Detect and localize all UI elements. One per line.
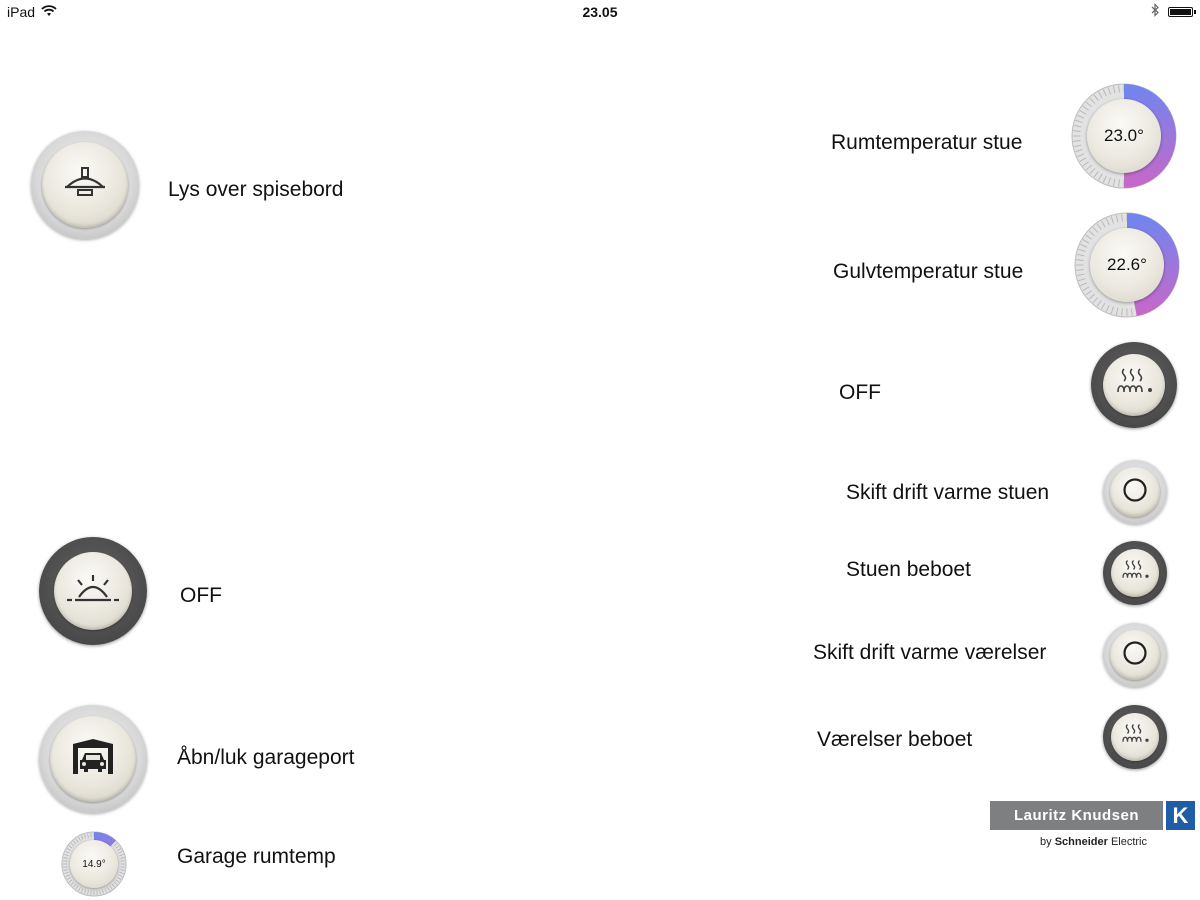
floor-temp-living-value: 22.6° [1090,228,1164,302]
garage-door-label: Åbn/luk garageport [177,746,355,769]
logo-byline-brand: Schneider [1054,836,1108,848]
battery-icon [1168,7,1193,17]
logo-mark: K [1166,801,1195,830]
switch-heating-rooms-face [1110,630,1160,680]
status-bar [0,0,1200,24]
brand-logo [990,801,1195,848]
switch-heating-rooms-label: Skift drift varme værelser [813,641,1047,664]
living-occupied-button[interactable] [1103,541,1167,605]
status-right [1151,3,1193,20]
living-occupied-label: Stuen beboet [846,558,971,581]
outdoor-light-button[interactable] [39,537,147,645]
switch-heating-living-label: Skift drift varme stuen [846,481,1050,504]
garage-temp-label: Garage rumtemp [177,845,336,868]
ring-icon [1122,640,1148,671]
switch-heating-rooms-button[interactable] [1103,623,1167,687]
bluetooth-icon [1151,3,1160,20]
floor-heating-icon [1120,558,1150,589]
logo-byline-suffix: Electric [1110,836,1147,848]
floor-heating-icon [1114,366,1154,405]
status-time: 23.05 [582,4,618,20]
garage-door-button[interactable] [39,705,147,813]
garage-temp-value: 14.9° [70,840,118,888]
floor-heating-icon [1120,722,1150,753]
pendant-lamp-icon [62,166,108,205]
switch-heating-living-face [1110,467,1160,517]
living-occupied-face [1111,549,1159,597]
heating-mode-label: OFF [839,381,881,404]
light-dining-button[interactable] [31,131,139,239]
outdoor-light-button-face [54,552,132,630]
ring-icon [1122,477,1148,508]
garage-car-icon [71,738,115,781]
rooms-occupied-label: Værelser beboet [817,728,973,751]
logo-bar [990,801,1195,830]
outdoor-light-label: OFF [180,584,222,607]
switch-heating-living-button[interactable] [1103,460,1167,524]
floor-temp-living-label: Gulvtemperatur stue [833,260,1024,283]
device-name: iPad [7,4,36,20]
rooms-occupied-face [1111,713,1159,761]
sunrise-light-icon [64,572,122,611]
light-dining-button-face [42,142,128,228]
garage-door-button-face [50,716,136,802]
room-temp-living-dial[interactable] [1070,82,1178,190]
logo-byline-prefix: by [1040,836,1052,848]
heating-mode-button[interactable] [1091,342,1177,428]
floor-temp-living-dial[interactable] [1073,211,1181,319]
room-temp-living-value: 23.0° [1087,99,1161,173]
logo-byline [990,836,1195,848]
heating-mode-button-face [1103,354,1165,416]
logo-brand: Lauritz Knudsen [990,801,1163,830]
room-temp-living-label: Rumtemperatur stue [831,131,1023,154]
light-dining-label: Lys over spisebord [168,178,344,201]
rooms-occupied-button[interactable] [1103,705,1167,769]
garage-temp-dial[interactable] [60,830,128,898]
